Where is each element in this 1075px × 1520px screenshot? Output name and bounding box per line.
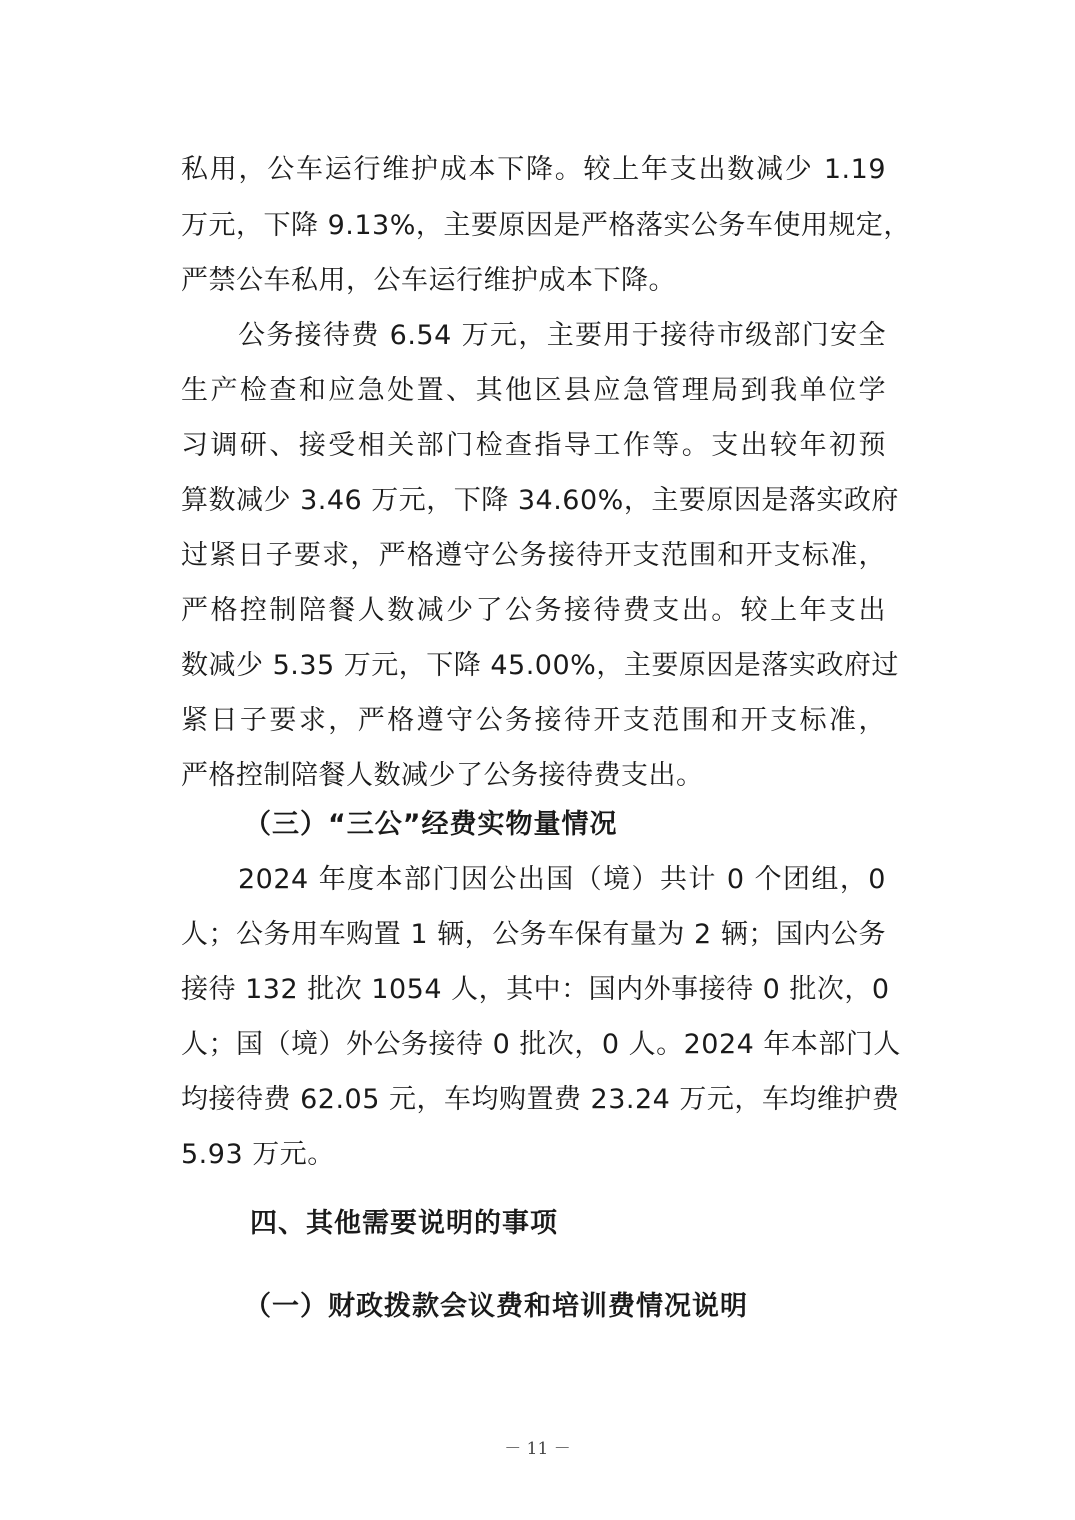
paragraph-line: 严格控制陪餐人数减少了公务接待费支出。较上年支出 [181, 595, 886, 626]
subsection-heading: （一）财政拨款会议费和培训费情况说明 [244, 1291, 748, 1322]
subsection-heading: （三）“三公”经费实物量情况 [244, 809, 618, 840]
paragraph-line: 过紧日子要求，严格遵守公务接待开支范围和开支标准， [181, 540, 886, 571]
paragraph-line: 习调研、接受相关部门检查指导工作等。支出较年初预 [181, 430, 886, 461]
paragraph-line: 算数减少 3.46 万元，下降 34.60%，主要原因是落实政府 [181, 485, 899, 516]
paragraph-line: 均接待费 62.05 元，车均购置费 23.24 万元，车均维护费 [181, 1084, 900, 1115]
paragraph-line: 人；公务用车购置 1 辆，公务车保有量为 2 辆；国内公务 [181, 919, 886, 950]
page-number: － 11 － [504, 1439, 571, 1459]
paragraph-line: 接待 132 批次 1054 人，其中：国内外事接待 0 批次，0 [181, 974, 890, 1005]
paragraph-line: 公务接待费 6.54 万元，主要用于接待市级部门安全 [238, 320, 886, 351]
paragraph-line: 紧日子要求，严格遵守公务接待开支范围和开支标准， [181, 705, 886, 736]
paragraph-line: 5.93 万元。 [181, 1139, 335, 1170]
section-heading: 四、其他需要说明的事项 [250, 1208, 558, 1239]
paragraph-line: 2024 年度本部门因公出国（境）共计 0 个团组，0 [238, 864, 886, 895]
paragraph-line: 人；国（境）外公务接待 0 批次，0 人。2024 年本部门人 [181, 1029, 901, 1060]
paragraph-line: 私用，公车运行维护成本下降。较上年支出数减少 1.19 [181, 154, 886, 185]
paragraph-line: 万元，下降 9.13%，主要原因是严格落实公务车使用规定， [181, 210, 911, 241]
paragraph-line: 数减少 5.35 万元，下降 45.00%，主要原因是落实政府过 [181, 650, 899, 681]
paragraph-line: 生产检查和应急处置、其他区县应急管理局到我单位学 [181, 375, 886, 406]
paragraph-line: 严格控制陪餐人数减少了公务接待费支出。 [181, 760, 704, 791]
paragraph-line: 严禁公车私用，公车运行维护成本下降。 [181, 265, 676, 296]
